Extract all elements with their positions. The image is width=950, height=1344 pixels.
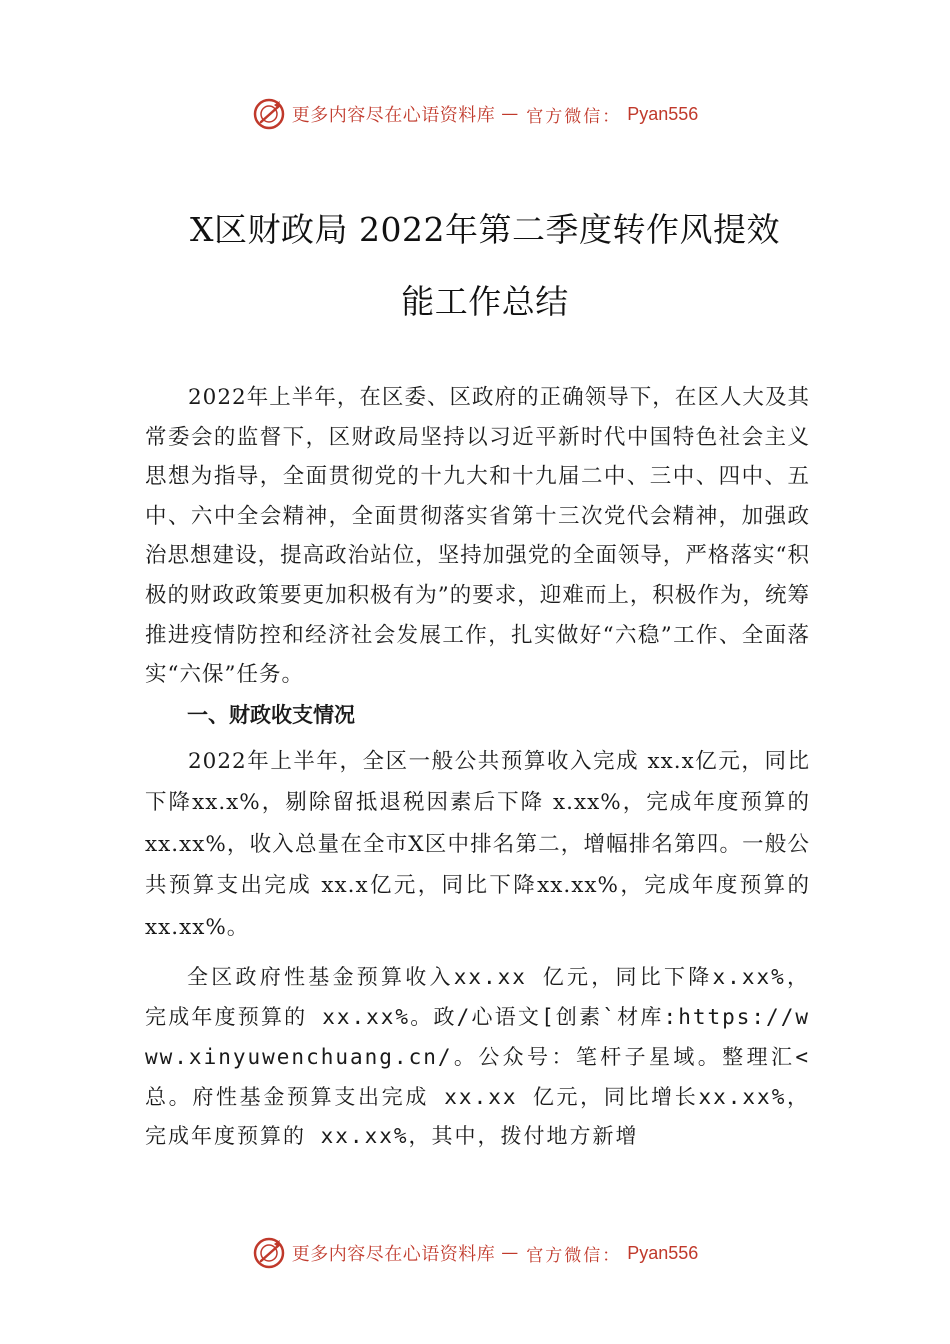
document-body bbox=[145, 378, 810, 1157]
watermark-label: 官方微信： bbox=[526, 1245, 622, 1266]
paragraph-fund: 全区政府性基金预算收入xx.xx 亿元，同比下降x.xx%， 完成年度预算的 xx.xx%。政/心语文[创素`材库:https://www.xinyuwenchuang.cn/。公众号：笔杆子星域。整理汇<总。府性基金预算支出完成 xx.xx 亿元，同比增长xx.xx%，完成年度预算的 xx.xx%，其中，拨付地方新增 bbox=[145, 965, 810, 1149]
watermark-red-text: 更多内容尽在心语资料库 bbox=[291, 1244, 496, 1265]
document-title-line1: X区财政局 2022年第二季度转作风提效 bbox=[190, 210, 780, 249]
watermark-id: Pyan556 bbox=[627, 103, 699, 124]
seal-logo-icon bbox=[252, 1236, 286, 1270]
watermark-dash: — bbox=[501, 1243, 521, 1263]
document-title-line2: 能工作总结 bbox=[401, 282, 569, 321]
paragraph-revenue: 2022年上半年，全区一般公共预算收入完成 xx.x亿元，同比下降xx.x%，剔除留抵退税因素后下降 x.xx%，完成年度预算的xx.xx%，收入总量在全市X区中排名第二，增幅排名第四。一般公共预算支出完成 xx.x亿元，同比下降xx.xx%，完成年度预算的 xx.xx%。 bbox=[145, 748, 810, 940]
watermark-dash: — bbox=[501, 104, 521, 124]
watermark-red-text: 更多内容尽在心语资料库 bbox=[291, 105, 496, 126]
section-heading-1: 一、财政收支情况 bbox=[187, 702, 355, 727]
watermark-id: Pyan556 bbox=[627, 1242, 699, 1263]
watermark-label: 官方微信： bbox=[526, 106, 622, 127]
seal-logo-icon bbox=[252, 97, 286, 131]
paragraph-intro: 2022年上半年，在区委、区政府的正确领导下，在区人大及其常委会的监督下，区财政局坚持以习近平新时代中国特色社会主义思想为指导，全面贯彻党的十九大和十九届二中、三中、四中、五中、六中全会精神，全面贯彻落实省第十三次党代会精神，加强政治思想建设，提高政治站位，坚持加强党的全面领导，严格落实“积极的财政政策要更加积极有为”的要求，迎难而上，积极作为，统筹推进疫情防控和经济社会发展工作，扎实做好“六稳”工作、全面落实“六保”任务。 bbox=[145, 385, 810, 688]
watermark-banner-top bbox=[0, 94, 950, 134]
watermark-banner-bottom bbox=[0, 1233, 950, 1273]
